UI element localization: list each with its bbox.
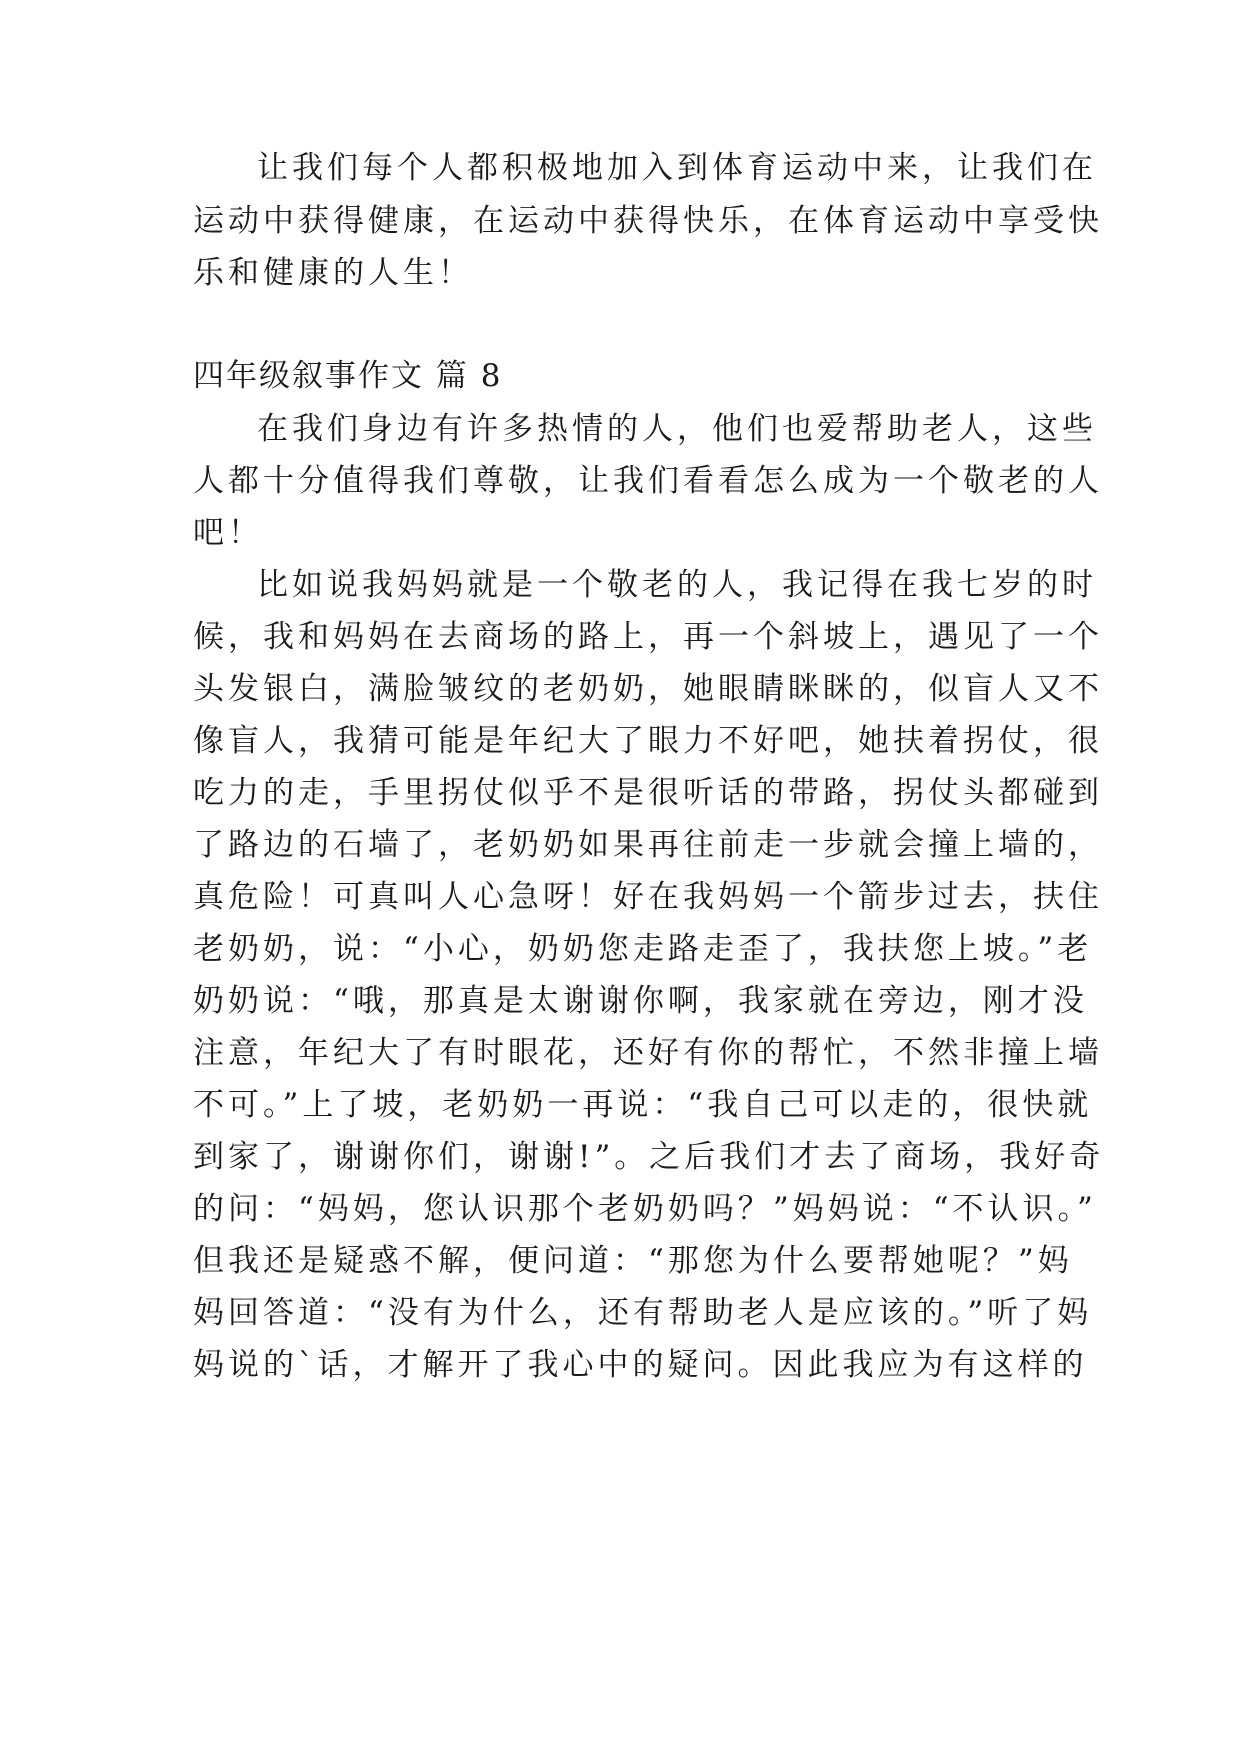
para2-line-5: 吃力的走，手里拐仗似乎不是很听话的带路，拐仗头都碰到 (193, 775, 1103, 811)
para2-line-16: 妈说的`话，才解开了我心中的疑问。因此我应为有这样的 (193, 1347, 1088, 1383)
para2-line-6: 了路边的石墙了，老奶奶如果再往前走一步就会撞上墙的， (193, 827, 1103, 863)
intro-line-1: 让我们每个人都积极地加入到体育运动中来，让我们在 (257, 150, 1097, 186)
section-heading: 四年级叙事作文 篇 8 (193, 358, 503, 394)
para2-line-10: 注意，年纪大了有时眼花，还好有你的帮忙，不然非撞上墙 (193, 1035, 1103, 1071)
para2-line-9: 奶奶说：“哦，那真是太谢谢你啊，我家就在旁边，刚才没 (193, 983, 1088, 1019)
para2-line-15: 妈回答道：“没有为什么，还有帮助老人是应该的。”听了妈 (193, 1295, 1093, 1331)
para1-line-2: 人都十分值得我们尊敬，让我们看看怎么成为一个敬老的人 (193, 463, 1103, 499)
para2-line-2: 候，我和妈妈在去商场的路上，再一个斜坡上，遇见了一个 (193, 619, 1103, 655)
intro-line-3: 乐和健康的人生！ (193, 255, 473, 291)
intro-line-2: 运动中获得健康，在运动中获得快乐，在体育运动中享受快 (193, 203, 1103, 239)
para2-line-7: 真危险！可真叫人心急呀！好在我妈妈一个箭步过去，扶住 (193, 879, 1103, 915)
para2-line-8: 老奶奶，说：“小心，奶奶您走路走歪了，我扶您上坡。”老 (193, 931, 1093, 967)
para2-line-12: 到家了，谢谢你们，谢谢!”。之后我们才去了商场，我好奇 (193, 1139, 1105, 1175)
para1-line-1: 在我们身边有许多热情的人，他们也爱帮助老人，这些 (257, 411, 1097, 447)
para2-line-13: 的问：“妈妈，您认识那个老奶奶吗？”妈妈说：“不认识。” (193, 1191, 1097, 1227)
para1-line-3: 吧！ (193, 515, 263, 551)
para2-line-11: 不可。”上了坡，老奶奶一再说：“我自己可以走的，很快就 (193, 1087, 1093, 1123)
para2-line-14: 但我还是疑惑不解，便问道：“那您为什么要帮她呢？”妈 (193, 1243, 1073, 1279)
para2-line-4: 像盲人，我猜可能是年纪大了眼力不好吧，她扶着拐仗，很 (193, 723, 1103, 759)
para2-line-3: 头发银白，满脸皱纹的老奶奶，她眼睛眯眯的，似盲人又不 (193, 671, 1103, 707)
para2-line-1: 比如说我妈妈就是一个敬老的人，我记得在我七岁的时 (257, 567, 1097, 603)
